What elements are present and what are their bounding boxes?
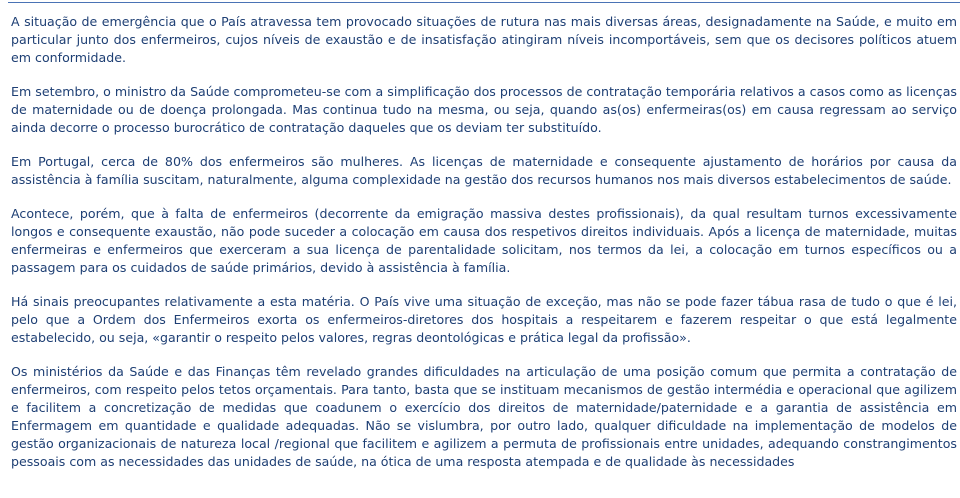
article-paragraph-1: A situação de emergência que o País atravessa tem provocado situações de rutura nas mais diversas áreas, designadamente na Saúde, e muito em particular junto dos enfermeiros, cujos níveis de exaustão e de insatisfação atingiram níveis incomportáveis, sem que os decisores políticos atuem em conformidade. (11, 14, 957, 65)
article-paragraph-2: Em setembro, o ministro da Saúde comprometeu-se com a simplificação dos processos de contratação temporária relativos a casos como as licenças de maternidade ou de doença prolongada. Mas continua tudo na mesma, ou seja, quando as(os) enfermeiras(os) em causa regressam ao serviço ainda decorre o processo burocrático de contratação daqueles que os deviam ter substituído. (11, 84, 957, 135)
article-body (11, 13, 957, 487)
top-divider (8, 2, 960, 3)
article-paragraph-5: Há sinais preocupantes relativamente a esta matéria. O País vive uma situação de exceção, mas não se pode fazer tábua rasa de tudo o que é lei, pelo que a Ordem dos Enfermeiros exorta os enfermeiros-diretores dos hospitais a respeitarem e fazerem respeitar o que está legalmente estabelecido, ou seja, «garantir o respeito pelos valores, regras deontológicas e prática legal da profissão». (11, 294, 957, 345)
article-paragraph-4: Acontece, porém, que à falta de enfermeiros (decorrente da emigração massiva destes profissionais), da qual resultam turnos excessivamente longos e consequente exaustão, não pode suceder a colocação em causa dos respetivos direitos individuais. Após a licença de maternidade, muitas enfermeiras e enfermeiros que exerceram a sua licença de parentalidade solicitam, nos termos da lei, a colocação em turnos específicos ou a passagem para os cuidados de saúde primários, devido à assistência à família. (11, 206, 957, 275)
article-paragraph-3: Em Portugal, cerca de 80% dos enfermeiros são mulheres. As licenças de maternidade e consequente ajustamento de horários por causa da assistência à família suscitam, naturalmente, alguma complexidade na gestão dos recursos humanos nos mais diversos estabelecimentos de saúde. (11, 154, 957, 187)
article-paragraph-6: Os ministérios da Saúde e das Finanças têm revelado grandes dificuldades na articulação de uma posição comum que permita a contratação de enfermeiros, com respeito pelos tetos orçamentais. Para tanto, basta que se instituam mecanismos de gestão intermédia e operacional que agilizem e facilitem a concretização de medidas que coadunem o exercício dos direitos de maternidade/paternidade e a garantia de assistência em Enfermagem em quantidade e qualidade adequadas. Não se vislumbra, por outro lado, qualquer dificuldade na implementação de modelos de gestão organizacionais de natureza local /regional que facilitem e agilizem a permuta de profissionais entre unidades, adequando constrangimentos pessoais com as necessidades das unidades de saúde, na ótica de uma resposta atempada e de qualidade às necessidades (11, 364, 957, 469)
